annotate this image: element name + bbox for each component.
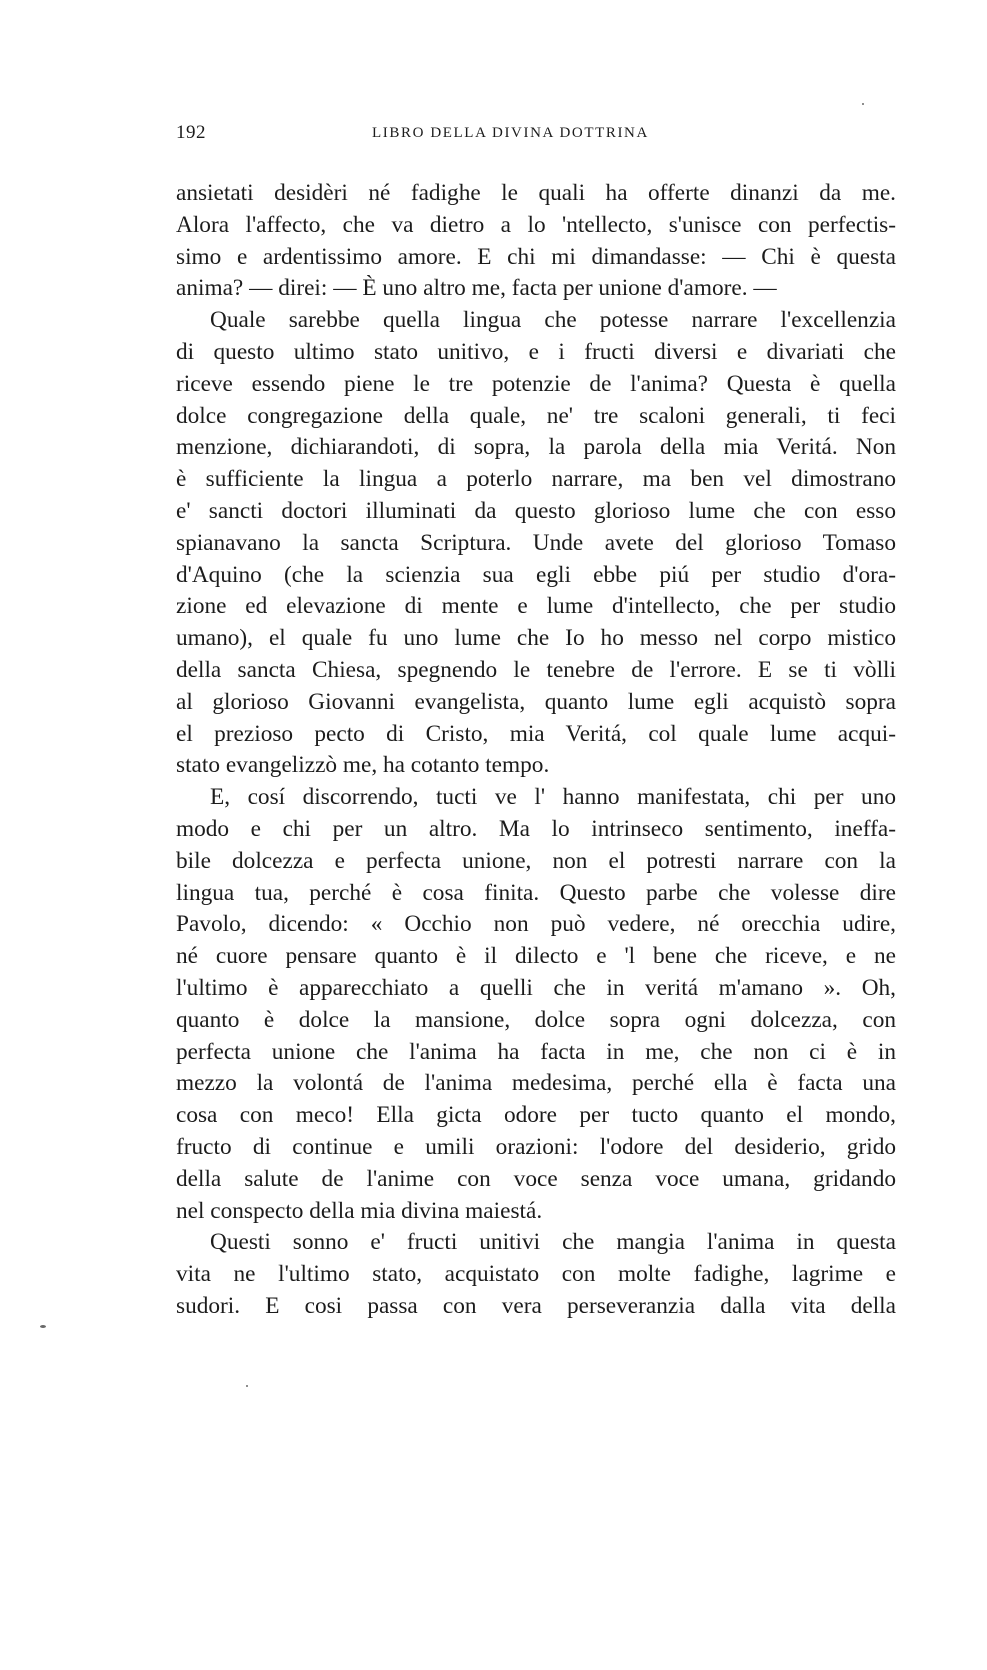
text-line: sudori. E cosi passa con vera perseveranzia dalla vita della (176, 1292, 896, 1319)
paragraph (176, 305, 896, 782)
text-line: dolce congregazione della quale, ne' tre scaloni generali, ti feci (176, 402, 896, 429)
text-line: della salute de l'anime con voce senza voce umana, gridando (176, 1165, 896, 1192)
text-line: anima? — direi: — È uno altro me, facta per unione d'amore. — (176, 275, 777, 302)
text-line: modo e chi per un altro. Ma lo intrinseco sentimento, ineffa- (176, 815, 896, 842)
text-line: Pavolo, dicendo: « Occhio non può vedere, né orecchia udire, (176, 911, 896, 938)
text-line: ansietati desidèri né fadighe le quali ha offerte dinanzi da me. (176, 180, 896, 206)
text-line: zione ed elevazione di mente e lume d'intellecto, che per studio (176, 593, 896, 620)
text-line: Alora l'affecto, che va dietro a lo 'ntellecto, s'unisce con perfectis- (176, 211, 896, 238)
text-line: né cuore pensare quanto è il dilecto e 'l bene che riceve, e ne (176, 943, 896, 970)
text-line: menzione, dichiarandoti, di sopra, la parola della mia Veritá. Non (176, 434, 896, 461)
text-line: è sufficiente la lingua a poterlo narrare, ma ben vel dimostrano (176, 466, 896, 493)
text-line: simo e ardentissimo amore. E chi mi dimandasse: — Chi è questa (176, 243, 896, 270)
text-line: al glorioso Giovanni evangelista, quanto lume egli acquistò sopra (176, 688, 896, 715)
text-line: Quale sarebbe quella lingua che potesse narrare l'excellenzia (210, 307, 896, 334)
text-line: el prezioso pecto di Cristo, mia Veritá, col quale lume acqui- (176, 720, 896, 747)
text-line: d'Aquino (che la scienzia sua egli ebbe piú per studio d'ora- (176, 561, 896, 588)
text-line: perfecta unione che l'anima ha facta in me, che non ci è in (176, 1038, 896, 1065)
text-line: lingua tua, perché è cosa finita. Questo parbe che volesse dire (176, 879, 896, 906)
text-line: bile dolcezza e perfecta unione, non el potresti narrare con la (176, 847, 896, 874)
text-line: cosa con meco! Ella gicta odore per tucto quanto el mondo, (176, 1102, 896, 1129)
text-line: stato evangelizzò me, ha cotanto tempo. (176, 752, 550, 779)
text-line: riceve essendo piene le tre potenzie de l'anima? Questa è quella (176, 370, 896, 397)
page-header (176, 122, 896, 152)
scan-speck (40, 1325, 46, 1328)
text-line: di questo ultimo stato unitivo, e i fructi diversi e divariati che (176, 338, 896, 365)
text-line: spianavano la sancta Scriptura. Unde avete del glorioso Tomaso (176, 529, 896, 556)
text-line: quanto è dolce la mansione, dolce sopra ogni dolcezza, con (176, 1006, 896, 1033)
text-line: Questi sonno e' fructi unitivi che mangia l'anima in questa (210, 1229, 896, 1256)
text-line: l'ultimo è apparecchiato a quelli che in veritá m'amano ». Oh, (176, 974, 896, 1001)
running-title: LIBRO DELLA DIVINA DOTTRINA (372, 125, 649, 141)
text-line: vita ne l'ultimo stato, acquistato con molte fadighe, lagrime e (176, 1261, 896, 1288)
paragraph (176, 178, 896, 305)
page-number: 192 (176, 122, 206, 143)
paragraph (176, 782, 896, 1227)
text-line: mezzo la volontá de l'anima medesima, perché ella è facta una (176, 1070, 896, 1097)
scan-speck (862, 103, 864, 105)
text-line: fructo di continue e umili orazioni: l'odore del desiderio, grido (176, 1133, 896, 1160)
paragraph (176, 1227, 896, 1322)
text-line: nel conspecto della mia divina maiestá. (176, 1197, 543, 1224)
text-line: E, cosí discorrendo, tucti ve l' hanno manifestata, chi per uno (210, 784, 896, 811)
text-line: e' sancti doctori illuminati da questo glorioso lume che con esso (176, 497, 896, 524)
scan-speck (246, 1385, 248, 1387)
text-line: della sancta Chiesa, spegnendo le tenebre de l'errore. E se ti vòlli (176, 656, 896, 683)
body-text (176, 178, 896, 1323)
text-line: umano), el quale fu uno lume che Io ho messo nel corpo mistico (176, 625, 896, 652)
